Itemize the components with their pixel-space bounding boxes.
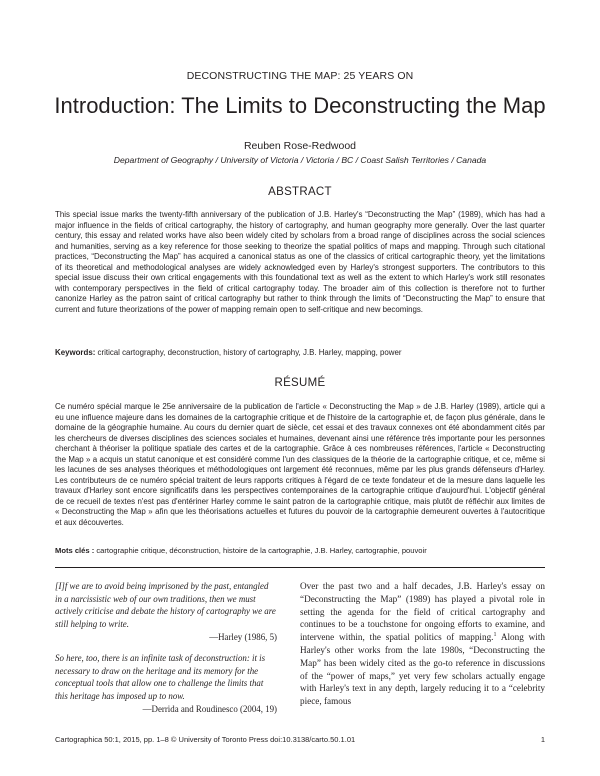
epigraph-text: So here, too, there is an infinite task of deconstruction: it is necessary to draw on the heritage and its memory for the conceptual tools that allow one to challenge the limits that this heritage has imposed up to now.	[55, 652, 266, 701]
body-paragraph	[300, 580, 545, 708]
body-column	[300, 580, 545, 708]
abstract-text: This special issue marks the twenty-fifth anniversary of the publication of J.B. Harley's “Deconstructing the Map” (1989), which has had a major influence in the fields of critical cartography, the history of cartography, and human geography more generally. Over the last quarter century, this essay and related works have also been widely cited by scholars from a broad range of disciplines across the social sciences and humanities, serving as a key reference for those seeking to theorize the spatial politics of maps and mapping. Through such citational practices, “Deconstructing the Map” has acquired a canonical status as one of the classics of critical cartographic theory, yet the limitations of its theoretical and methodological analyses are widely acknowledged even by Harley's strongest supporters. The contributors to this special issue discuss their own critical engagements with this foundational text as well as the extent to which Harley's work still resonates with contemporary perspectives in the field of critical cartography today. The broader aim of this collection is therefore not to further canonize Harley as the patron saint of critical cartography but rather to think through the limits of “Deconstructing the Map” to ensure that current and future theorizations of the power of mapping remain open to self-critique and new becomings.	[55, 210, 545, 314]
mots-cles	[55, 546, 545, 555]
epigraph-text: [I]f we are to avoid being imprisoned by the past, entangled in a narcissistic web of our own traditions, then we must actively criticise and debate the history of cartography we are still helping to write.	[55, 581, 276, 629]
section-divider	[55, 567, 545, 568]
resume-heading: RÉSUMÉ	[274, 377, 326, 389]
epigraph-attribution: —Harley (1986, 5)	[209, 632, 277, 643]
article-title: Introduction: The Limits to Deconstructing the Map	[54, 93, 546, 118]
resume-text: Ce numéro spécial marque le 25e anniversaire de la publication de l'article « Deconstructing the Map » de J.B. Harley (1989), article qui a eu une influence majeure dans les domaines de la cartographie critique et de l'histoire de la cartographie et, de façon plus générale, dans le domaine de la géographie humaine. Au cours du dernier quart de siècle, cet essai et des travaux connexes ont été abondamment cités par les chercheurs de diverses disciplines des sciences sociales et humaines, devenant ainsi une référence très importante pour les personnes cherchant à théoriser la politique spatiale des cartes et de la cartographie. Grâce à ces nombreuses références, l'article « Deconstructing the Map » a acquis un statut canonique et est considéré comme l'un des classiques de la théorie de la cartographie critique, et ce, même si les lacunes de ses analyses théoriques et méthodologiques ont largement été reconnues, même par les plus grands défenseurs d'Harley. Les contributeurs de ce numéro spécial traitent de leurs rapports critiques à l'égard de ce texte fondateur et de la mesure dans laquelle les travaux d'Harley sont encore significatifs dans les perspectives contemporaines de la cartographie critique d'aujourd'hui. L'objectif général de ce recueil de textes n'est pas d'entériner Harley comme le saint patron de la cartographie critique, mais plutôt de réfléchir aux limites de « Deconstructing the Map » afin que les théorisations actuelles et futures du pouvoir de la cartographie demeurent ouvertes à l'autocritique et aux découvertes.	[55, 402, 545, 528]
epigraph-attribution: —Derrida and Roudinesco (2004, 19)	[142, 704, 277, 715]
mots-cles-label: Mots clés :	[55, 546, 95, 555]
author-affiliation: Department of Geography / University of Victoria / Victoria / BC / Coast Salish Territories / Canada	[113, 155, 487, 165]
page-number: 1	[540, 735, 545, 744]
keywords	[55, 348, 545, 357]
body-text: Over the past two and a half decades, J.B. Harley's essay on “Deconstructing the Map” (1989) has played a pivotal role in setting the agenda for the field of critical cartography and continues to be a touchstone for ongoing efforts to examine, and intervene within, the spatial politics of mapping.	[300, 581, 545, 643]
footer-citation: Cartographica 50:1, 2015, pp. 1–8 © University of Toronto Press doi:10.3138/carto.50.1.01	[55, 735, 356, 744]
abstract-heading: ABSTRACT	[268, 186, 332, 198]
epigraph	[55, 652, 277, 716]
epigraphs	[55, 580, 277, 716]
author-name: Reuben Rose-Redwood	[243, 140, 357, 152]
keywords-label: Keywords:	[55, 348, 96, 357]
keywords-list: critical cartography, deconstruction, history of cartography, J.B. Harley, mapping, power	[97, 348, 402, 357]
mots-cles-list: cartographie critique, déconstruction, histoire de la cartographie, J.B. Harley, cartographie, pouvoir	[96, 546, 427, 555]
epigraph	[55, 580, 277, 644]
series-title: DECONSTRUCTING THE MAP: 25 YEARS ON	[186, 70, 414, 82]
body-text-continued: Along with Harley's other works from the late 1980s, “Deconstructing the Map” has been widely cited as the go-to reference in discussions of the “power of maps,” yet very few scholars actually engage with Harley's text in any depth, largely reducing it to a “celebrity piece, famous	[300, 632, 545, 707]
footnote-marker[interactable]: 1	[493, 632, 497, 639]
